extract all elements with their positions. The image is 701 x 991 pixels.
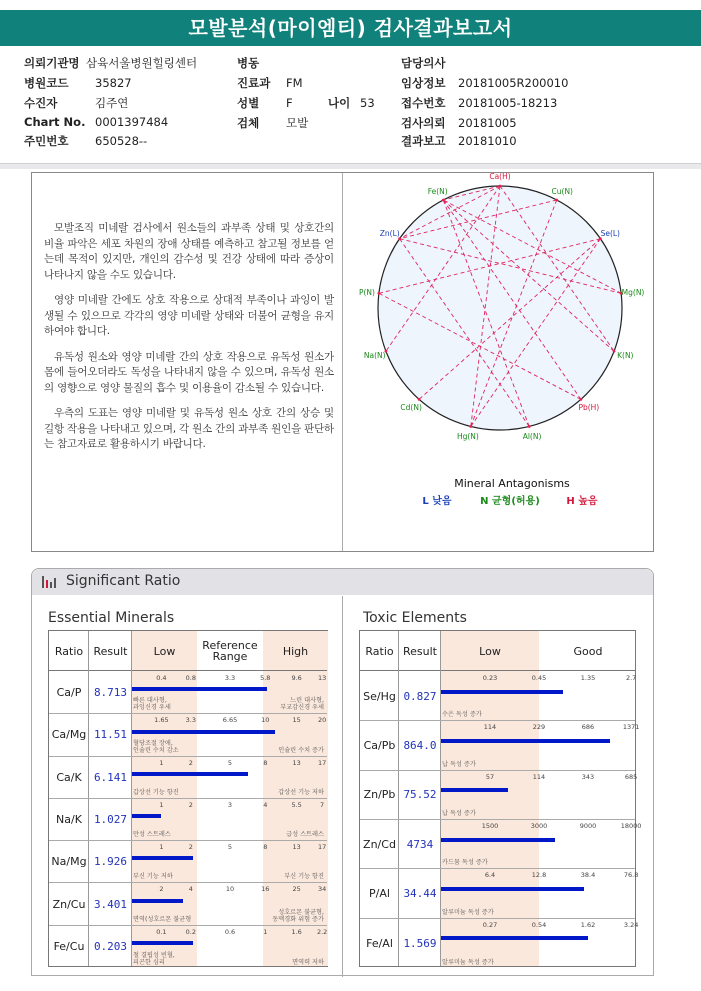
node-label: Zn(L)	[379, 229, 400, 239]
table-row	[49, 714, 327, 756]
low-header: Low	[479, 644, 501, 658]
node-dot	[469, 425, 472, 428]
scale-tick: 4	[188, 885, 193, 894]
scale-tick: 9.6	[291, 674, 302, 682]
node-dot	[555, 199, 558, 202]
ratio-name: Ca/K	[56, 770, 82, 784]
scale-tick: 1.35	[580, 674, 596, 682]
table-row	[360, 672, 635, 721]
ratio-bar	[441, 936, 588, 940]
mineral-antagonism-wheel	[343, 173, 653, 551]
ratio-bar	[132, 856, 193, 860]
essential-minerals-table	[48, 630, 328, 967]
scale-tick: 1371	[622, 723, 640, 732]
scale-tick: 1	[263, 927, 268, 936]
age-label: 나이	[328, 96, 351, 110]
scale-tick: 3.3	[224, 674, 236, 682]
node-label: Ca(H)	[489, 173, 511, 181]
scale-tick: 229	[532, 723, 546, 732]
request-date-label: 검사의뢰	[401, 116, 446, 130]
antagonism-circle	[378, 186, 622, 430]
ratio-name: Zn/Cu	[52, 897, 86, 911]
note-left: 납 독성 증가	[442, 760, 476, 768]
node-label: P(N)	[358, 288, 375, 298]
examinee-label: 수진자	[24, 96, 58, 110]
node-label: Cu(N)	[551, 187, 573, 197]
description-paragraph: 우측의 도표는 영양 미네랄 및 유독성 원소 상호 간의 상승 및 길항 작용을 나타내고 있으며, 각 원소 간의 과부족 원인을 판단하는 참고자료로 활용하시기 바랍니다.	[44, 407, 334, 450]
ratio-bar	[132, 899, 183, 903]
ratio-name: Zn/Pb	[363, 788, 396, 802]
department-value: FM	[286, 76, 303, 90]
scale-tick: 0.23	[482, 674, 498, 682]
ratio-name: Na/K	[56, 812, 82, 826]
note-left: 수은 독성 증가	[442, 711, 482, 719]
ratio-name: Ca/P	[56, 686, 82, 700]
scale-tick: 2.2	[316, 927, 328, 936]
ratio-name: P/Al	[369, 886, 390, 900]
table-row	[49, 883, 327, 925]
age-value: 53	[360, 96, 375, 110]
scale-tick: 38.4	[580, 871, 596, 880]
scale-tick: 686	[581, 723, 595, 732]
antagonism-panel	[31, 172, 654, 552]
ratio-result: 6.141	[93, 770, 128, 784]
node-dot	[580, 398, 583, 401]
node-dot	[442, 199, 445, 202]
table-row	[49, 841, 327, 883]
antagonism-title: Mineral Antagonisms	[454, 477, 570, 490]
ratio-bar	[441, 739, 610, 743]
ratio-bar	[441, 838, 555, 842]
scale-tick: 17	[317, 843, 327, 852]
essential-minerals-title: Essential Minerals	[48, 610, 175, 626]
note-right: 부신 기능 항진	[284, 873, 324, 881]
good-header: Good	[573, 644, 603, 658]
ratio-result: 1.569	[403, 936, 437, 950]
node-label: Na(N)	[363, 350, 386, 360]
request-date-value: 20181005	[458, 116, 517, 130]
note-left: 알루미늄 독성 증가	[442, 958, 494, 966]
scale-tick: 8	[263, 758, 268, 767]
ratio-result: 864.0	[403, 738, 437, 752]
ratio-result: 1.027	[93, 812, 128, 826]
chart-label: Chart No.	[24, 115, 86, 129]
note-right: 성호르몬 불균형, 동맥경화 위험 증가	[272, 908, 324, 923]
institution-value: 삼육서울병원힐링센터	[86, 56, 198, 70]
receipt-label: 접수번호	[401, 96, 446, 110]
note-left: 갑상선 기능 항진	[133, 788, 179, 796]
node-dot	[613, 350, 616, 353]
scale-tick: 12.8	[531, 871, 547, 880]
hospital-code-label: 병원코드	[24, 76, 69, 90]
table-row	[360, 869, 639, 918]
note-left: 납 독성 증가	[442, 809, 476, 817]
scale-tick: 114	[532, 772, 546, 781]
table-row	[360, 771, 638, 820]
ratio-result: 34.44	[403, 886, 437, 900]
note-left: 철 결핍성 빈혈, 피곤한 심리	[133, 951, 175, 966]
description-text	[44, 221, 334, 463]
ratio-name: Zn/Cd	[363, 837, 396, 851]
table-row	[360, 820, 642, 869]
scale-tick: 76.8	[623, 871, 639, 880]
node-label: K(N)	[617, 350, 634, 360]
table-row	[49, 799, 327, 841]
scale-tick: 0.4	[156, 674, 167, 682]
note-right: 급성 스트레스	[286, 831, 324, 839]
table-row	[49, 757, 327, 799]
receipt-value: 20181005-18213	[458, 96, 558, 110]
legend-high: H 높음	[566, 496, 598, 507]
scale-tick: 0.54	[531, 920, 547, 929]
scale-tick: 2	[188, 758, 193, 767]
result-header: Result	[93, 644, 128, 658]
section-divider	[0, 163, 701, 169]
node-dot	[528, 425, 531, 428]
scale-tick: 4	[263, 800, 268, 809]
scale-tick: 0.1	[156, 927, 167, 936]
high-header: High	[282, 644, 309, 658]
report-title: 모발분석(마이엠티) 검사결과보고서	[0, 10, 701, 46]
ssn-label: 주민번호	[24, 134, 69, 148]
scale-tick: 1.65	[154, 716, 169, 725]
scale-tick: 13	[317, 674, 327, 682]
result-date-label: 결과보고	[401, 134, 446, 148]
node-label: Pb(H)	[578, 402, 600, 412]
ratio-name: Na/Mg	[51, 855, 87, 869]
institution-label: 의뢰기관명	[24, 56, 80, 70]
note-right: 인슐린 수치 증가	[278, 746, 324, 754]
node-label: Se(L)	[600, 229, 620, 239]
note-right: 느린 대사형, 부교감신경 우세	[280, 697, 324, 712]
examinee-value: 김주연	[95, 96, 129, 110]
ratio-name: Ca/Pb	[363, 738, 396, 752]
scale-tick: 1	[159, 758, 164, 767]
scale-tick: 5	[227, 843, 233, 852]
clinical-info-label: 임상정보	[401, 76, 446, 90]
ratio-name: Fe/Al	[366, 936, 393, 950]
clinical-info-value: 20181005R200010	[458, 76, 569, 90]
hospital-code-value: 35827	[95, 76, 132, 90]
scale-tick: 0.2	[185, 927, 196, 936]
specimen-label: 검체	[237, 116, 260, 130]
ratio-result: 8.713	[93, 686, 128, 700]
scale-tick: 57	[485, 772, 495, 781]
node-dot	[377, 292, 380, 295]
sex-value: F	[286, 96, 293, 110]
ratio-name: Ca/Mg	[51, 728, 87, 742]
result-date-value: 20181010	[458, 134, 517, 148]
ratio-result: 0.203	[93, 940, 128, 954]
scale-tick: 0.45	[531, 674, 547, 682]
legend-low: L 낮음	[422, 496, 452, 507]
table-row	[360, 721, 640, 770]
scale-tick: 3000	[530, 822, 548, 830]
scale-tick: 18000	[620, 822, 642, 830]
scale-tick: 1.62	[580, 920, 596, 929]
note-left: 만성 스트레스	[133, 831, 171, 839]
scale-tick: 10	[225, 885, 235, 894]
specimen-value: 모발	[286, 116, 309, 130]
scale-tick: 2	[159, 885, 164, 894]
scale-tick: 17	[317, 758, 327, 767]
note-left: 카드뮴 독성 증가	[442, 859, 488, 867]
scale-tick: 8	[263, 843, 268, 852]
scale-tick: 6.4	[484, 871, 496, 880]
panel-divider	[342, 596, 343, 977]
ratio-header: Ratio	[365, 644, 394, 658]
scale-tick: 5.8	[260, 674, 271, 682]
ratio-bar	[132, 772, 248, 776]
sex-label: 성별	[237, 96, 260, 110]
ratio-bar	[441, 788, 508, 792]
scale-tick: 685	[624, 772, 638, 781]
node-label: Hg(N)	[456, 432, 479, 442]
ssn-value: 650528--	[95, 134, 148, 148]
scale-tick: 34	[317, 885, 327, 894]
chart-value: 0001397484	[95, 115, 169, 129]
description-paragraph: 유독성 원소와 영양 미네랄 간의 상호 작용으로 유독성 원소가 몸에 들어오더라도 독성을 나타내지 않을 수 있으며, 유독성 원소의 영향으로 영양 물질의 흡수 및 이용율이 감소될 수 있습니다.	[44, 350, 334, 394]
department-label: 진료과	[237, 76, 271, 90]
note-left: 알루미늄 독성 증가	[442, 908, 494, 916]
ratio-result: 0.827	[403, 689, 437, 703]
ratio-bar	[132, 941, 193, 945]
scale-tick: 1	[159, 800, 164, 809]
node-label: Fe(N)	[427, 187, 448, 197]
toxic-elements-table	[359, 630, 642, 967]
ratio-result: 11.51	[93, 728, 128, 742]
scale-tick: 0.6	[224, 927, 236, 936]
ratio-result: 1.926	[93, 855, 128, 869]
scale-tick: 20	[317, 716, 327, 725]
result-header: Result	[403, 644, 437, 658]
note-right: 갑상선 기능 저하	[278, 788, 324, 796]
ward-label: 병동	[237, 56, 260, 70]
scale-tick: 15	[292, 716, 301, 725]
scale-tick: 114	[483, 723, 497, 732]
scale-tick: 2	[188, 800, 193, 809]
scale-tick: 0.27	[482, 920, 498, 929]
node-dot	[418, 398, 421, 401]
scale-tick: 1	[159, 843, 164, 852]
scale-tick: 3	[227, 800, 233, 809]
scale-tick: 25	[292, 885, 301, 894]
scale-tick: 1.6	[291, 927, 302, 936]
ratio-bar	[132, 814, 161, 818]
bar-chart-icon	[42, 576, 56, 588]
scale-tick: 16	[261, 885, 270, 894]
ratio-result: 3.401	[93, 897, 128, 911]
table-row	[49, 672, 327, 714]
low-header: Low	[153, 644, 176, 658]
ratio-header: Ratio	[54, 644, 84, 658]
ratio-bar	[132, 687, 267, 691]
scale-tick: 9000	[579, 822, 597, 830]
scale-tick: 10	[261, 716, 270, 725]
node-label: Cd(N)	[400, 402, 422, 412]
doctor-label: 담당의사	[401, 56, 446, 70]
scale-tick: 3.24	[623, 920, 639, 929]
scale-tick: 7	[320, 800, 325, 809]
scale-tick: 13	[292, 843, 301, 852]
significant-ratio-title: Significant Ratio	[66, 573, 181, 589]
node-label: Mg(N)	[621, 288, 645, 298]
scale-tick: 0.8	[185, 674, 196, 682]
scale-tick: 2.7	[625, 674, 637, 682]
legend-normal: N 균형(허용)	[480, 496, 540, 507]
scale-tick: 5.5	[291, 800, 302, 809]
description-paragraph: 영양 미네랄 간에도 상호 작용으로 상대적 부족이나 과잉이 발생될 수 있으므로 각각의 영양 미네랄 상태와 더불어 균형을 유지하여야 합니다.	[44, 294, 334, 337]
scale-tick: 3.3	[185, 716, 196, 725]
ratio-result: 75.52	[403, 788, 437, 802]
node-dot	[499, 185, 502, 188]
ratio-bar	[132, 730, 275, 734]
note-left: 부신 기능 저하	[133, 873, 173, 881]
scale-tick: 5	[227, 758, 233, 767]
note-left: 빠른 대사형, 과잉신경 우세	[133, 697, 171, 712]
note-left: 혈당조절 장애, 인슐린 수치 감소	[133, 739, 179, 754]
table-row	[360, 919, 639, 968]
scale-tick: 6.65	[222, 716, 238, 725]
ratio-bar	[441, 690, 563, 694]
note-right: 면역력 저하	[292, 958, 324, 966]
scale-tick: 2	[188, 843, 193, 852]
scale-tick: 343	[581, 772, 595, 781]
table-row	[49, 926, 327, 968]
scale-tick: 13	[292, 758, 301, 767]
node-label: Al(N)	[522, 432, 542, 442]
note-left: 면역(성호르몬 불균형	[133, 915, 192, 923]
ratio-name: Fe/Cu	[53, 940, 85, 954]
ratio-result: 4734	[406, 837, 434, 851]
ratio-bar	[441, 887, 584, 891]
ratio-name: Se/Hg	[363, 689, 396, 703]
toxic-elements-title: Toxic Elements	[363, 610, 467, 626]
significant-ratio-panel	[31, 568, 654, 976]
reference-header: Reference Range	[202, 639, 258, 663]
description-paragraph: 모발조직 미네랄 검사에서 원소들의 과부족 상태 및 상호간의 비율 파악은 세포 차원의 장애 상태를 예측하고 참고될 정보를 얻는데 목적이 있지만, 개인의 감수성 및 건강 상태에 따라 증상이 나타나지 않을 수도 있습니다.	[44, 222, 334, 281]
scale-tick: 1500	[481, 822, 499, 830]
